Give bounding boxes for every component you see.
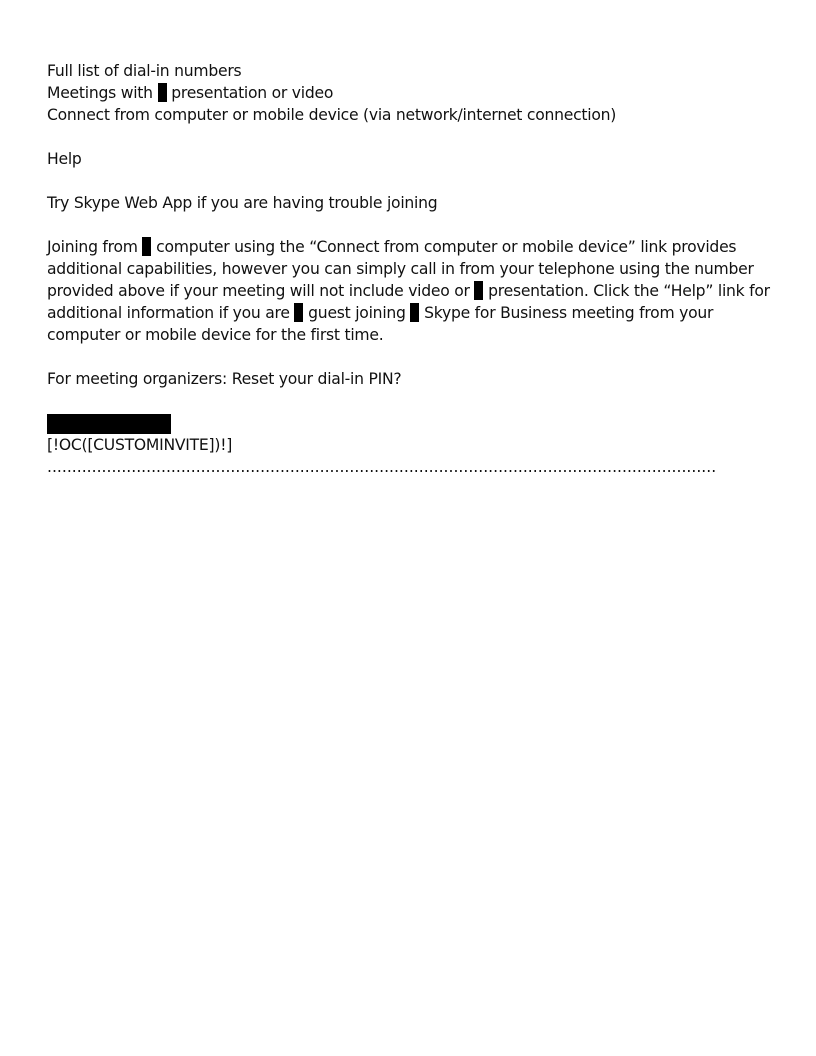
spacer (47, 390, 777, 412)
connect-from-device-link[interactable]: Connect from computer or mobile device (via network/internet connection) (47, 106, 617, 124)
custom-invite-placeholder: [!OC([CUSTOMINVITE])!] (47, 436, 233, 454)
dotted-separator: ....................................................................................................................................... (47, 458, 717, 476)
spacer (47, 126, 777, 148)
skype-web-app-link[interactable]: Try Skype Web App if you are having trouble joining (47, 194, 438, 212)
meetings-with-text: Meetings with (47, 84, 153, 102)
presentation-or-video-text: presentation or video (171, 84, 334, 102)
redaction-mark (158, 83, 167, 102)
redacted-block (47, 414, 171, 434)
redaction-mark (410, 303, 419, 322)
joining-info-paragraph (47, 236, 777, 346)
redaction-mark (474, 281, 483, 300)
dial-in-numbers-link[interactable]: Full list of dial-in numbers (47, 62, 242, 80)
redaction-mark (294, 303, 303, 322)
spacer (47, 170, 777, 192)
spacer (47, 214, 777, 236)
joining-text-1: Joining from (47, 238, 138, 256)
redaction-mark (142, 237, 151, 256)
joining-text-5: Skype for Business meeting from your computer or mobile device for the first time. (47, 304, 714, 344)
joining-text-4: guest joining (308, 304, 406, 322)
joining-text-3: presentation. Click the “Help” link for additional information if you are (47, 282, 770, 322)
presentation-video-line[interactable] (47, 82, 777, 104)
spacer (47, 346, 777, 368)
help-link[interactable]: Help (47, 150, 82, 168)
joining-text-2: computer using the “Connect from computer or mobile device” link provides additional capabilities, however you can simply call in from your telephone using the number provided above if your meeting will not include video or (47, 238, 754, 300)
reset-pin-link[interactable]: For meeting organizers: Reset your dial-in PIN? (47, 370, 402, 388)
meeting-invite-document (47, 60, 777, 478)
